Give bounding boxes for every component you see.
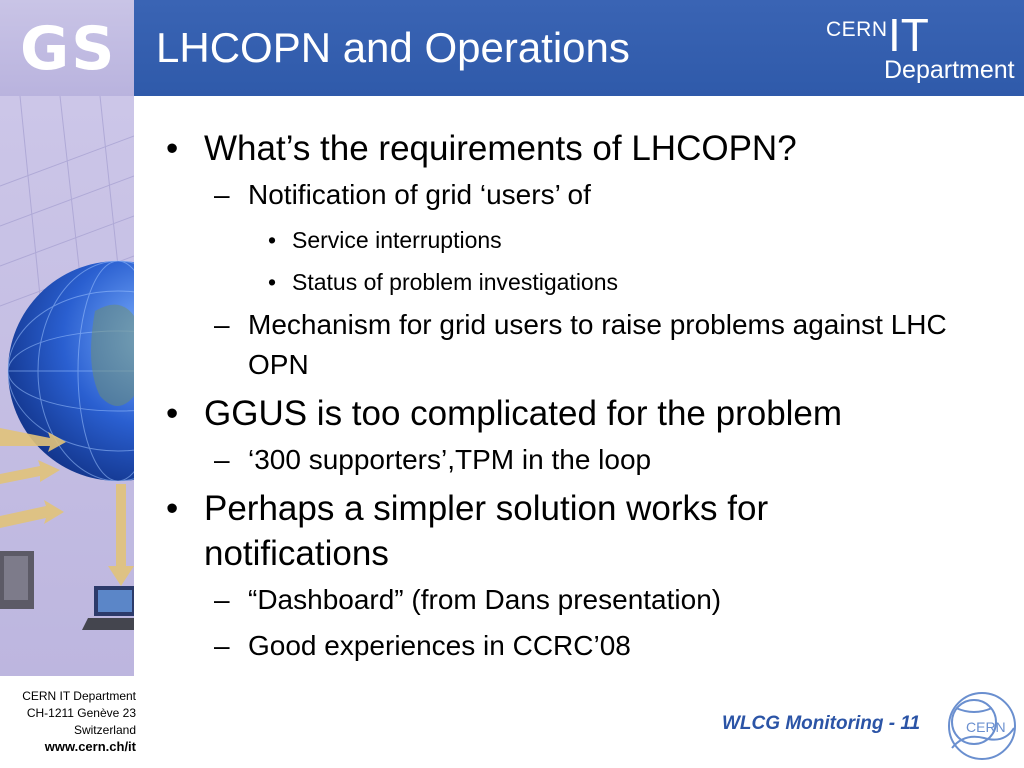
bullet-text: “Dashboard” (from Dans presentation)	[248, 584, 722, 615]
gs-logo: GS	[20, 14, 117, 84]
dept-logo-it: IT	[888, 9, 929, 61]
bullet-text: Notification of grid ‘users’ of	[248, 179, 591, 210]
address-block	[0, 676, 138, 768]
address-line-2: CH-1211 Genève 23	[26, 706, 136, 720]
bullet-text: Perhaps a simpler solution works for notifications	[204, 489, 769, 573]
bullet-item	[160, 175, 960, 215]
bullet-content	[160, 126, 960, 672]
globe-network-illustration-icon	[0, 96, 134, 676]
bullet-item	[160, 440, 960, 480]
bullet-marker: –	[214, 630, 230, 661]
cern-it-department-logo	[822, 9, 1022, 84]
bullet-marker: –	[214, 309, 230, 340]
gs-logo-box	[0, 0, 134, 96]
bullet-text: Service interruptions	[292, 227, 502, 253]
bullet-item	[160, 305, 960, 385]
bullet-text: Mechanism for grid users to raise problems against LHC OPN	[248, 309, 947, 380]
bullet-marker: –	[214, 584, 230, 615]
address-line-1: CERN IT Department	[22, 689, 136, 703]
bullet-marker: •	[268, 269, 277, 295]
bullet-marker: –	[214, 444, 230, 475]
website-link[interactable]: www.cern.ch/it	[44, 739, 136, 754]
cern-logo-icon	[944, 688, 1020, 764]
address-line-3: Switzerland	[73, 723, 136, 737]
bullet-item	[160, 486, 960, 576]
slide-title: LHCOPN and Operations	[156, 24, 630, 71]
left-decorative-panel	[0, 96, 134, 676]
bullet-item	[160, 626, 960, 666]
bullet-item	[160, 580, 960, 620]
bullet-item	[160, 221, 960, 259]
bullet-text: What’s the requirements of LHCOPN?	[204, 129, 797, 168]
bullet-text: Status of problem investigations	[292, 269, 619, 295]
cern-logo-text: CERN	[966, 719, 1006, 735]
bullet-marker: •	[166, 129, 179, 168]
bullet-text: ‘300 supporters’,TPM in the loop	[248, 444, 652, 475]
bullet-item	[160, 126, 960, 171]
dept-logo-department: Department	[884, 56, 1015, 84]
bullet-item	[160, 263, 960, 301]
bullet-item	[160, 391, 960, 436]
bullet-marker: •	[268, 227, 277, 253]
bullet-marker: –	[214, 179, 230, 210]
bullet-marker: •	[166, 489, 179, 528]
bullet-text: GGUS is too complicated for the problem	[204, 394, 843, 433]
dept-logo-cern: CERN	[826, 18, 888, 41]
slide-footer-label: WLCG Monitoring - 11	[722, 713, 921, 734]
bullet-text: Good experiences in CCRC’08	[248, 630, 631, 661]
bullet-marker: •	[166, 394, 179, 433]
title-bar	[0, 0, 1024, 96]
